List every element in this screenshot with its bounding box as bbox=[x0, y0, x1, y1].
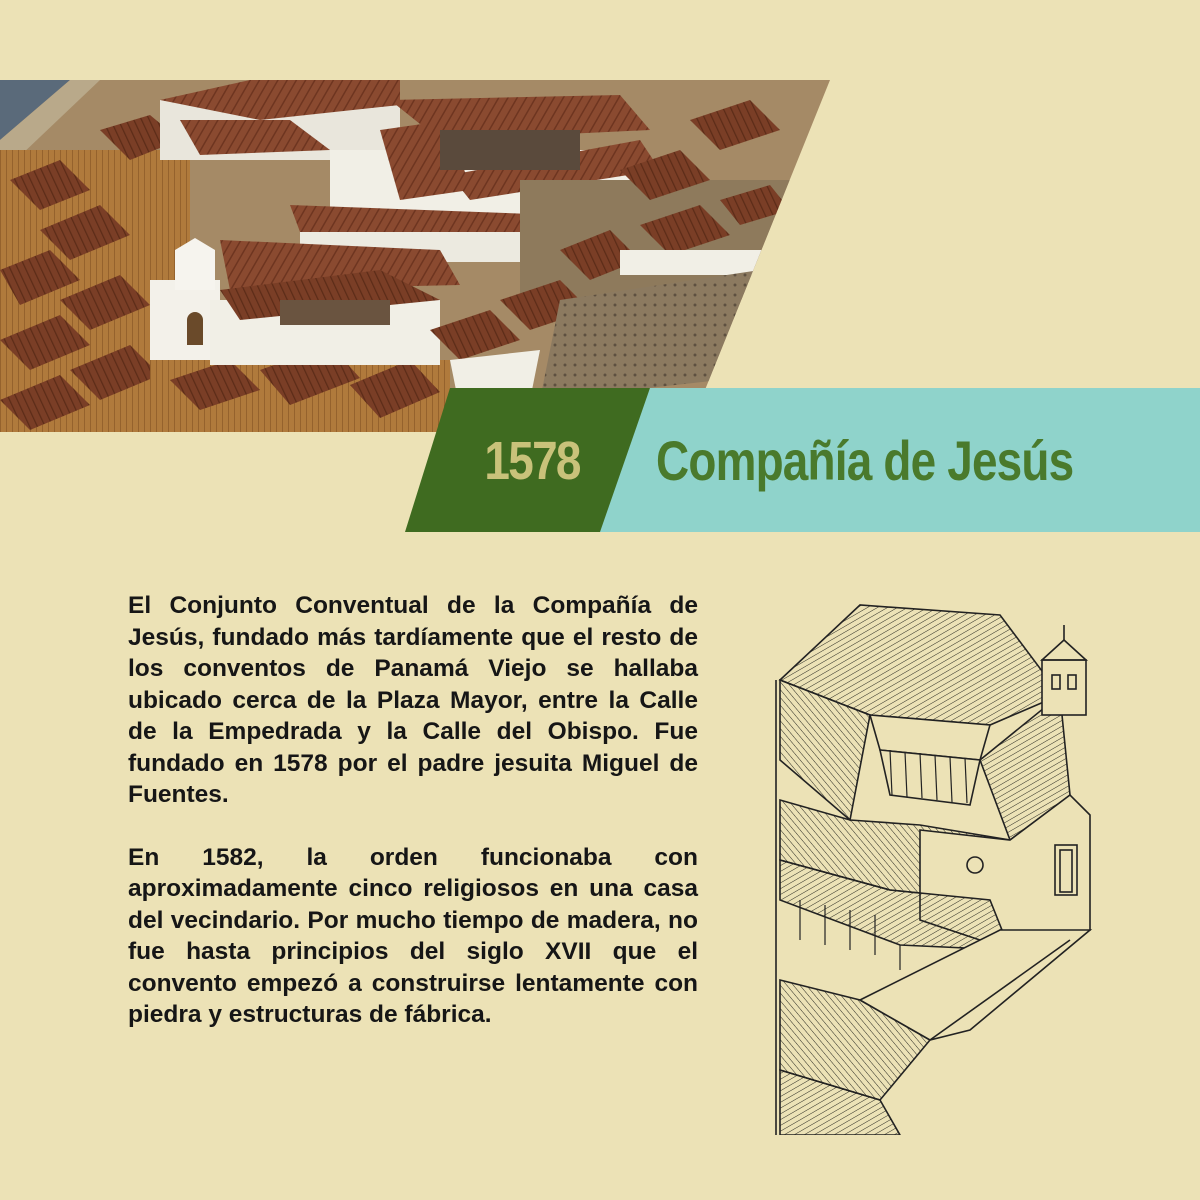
paragraph-2: En 1582, la orden funcionaba con aproximadamente cinco religiosos en una casa del vecindario. Por mucho tiempo de madera, no fue hasta principios del siglo XVII que el convento empezó a construirse lentamente con piedra y estructuras de fábrica. bbox=[128, 843, 698, 1028]
convent-sketch bbox=[770, 600, 1100, 1135]
year-label: 1578 bbox=[484, 430, 581, 491]
description-text bbox=[128, 590, 698, 1031]
page-title: Compañía de Jesús bbox=[656, 429, 1074, 492]
paragraph-1: El Conjunto Conventual de la Compañía de Jesús, fundado más tardíamente que el resto de los conventos de Panamá Viejo se hallaba ubicado cerca de la Plaza Mayor, entre la Calle de la Empedrada y la Calle del Obispo. Fue fundado en 1578 por el padre jesuita Miguel de Fuentes. bbox=[128, 592, 698, 808]
year-band bbox=[405, 388, 650, 533]
title-band bbox=[650, 388, 1100, 533]
